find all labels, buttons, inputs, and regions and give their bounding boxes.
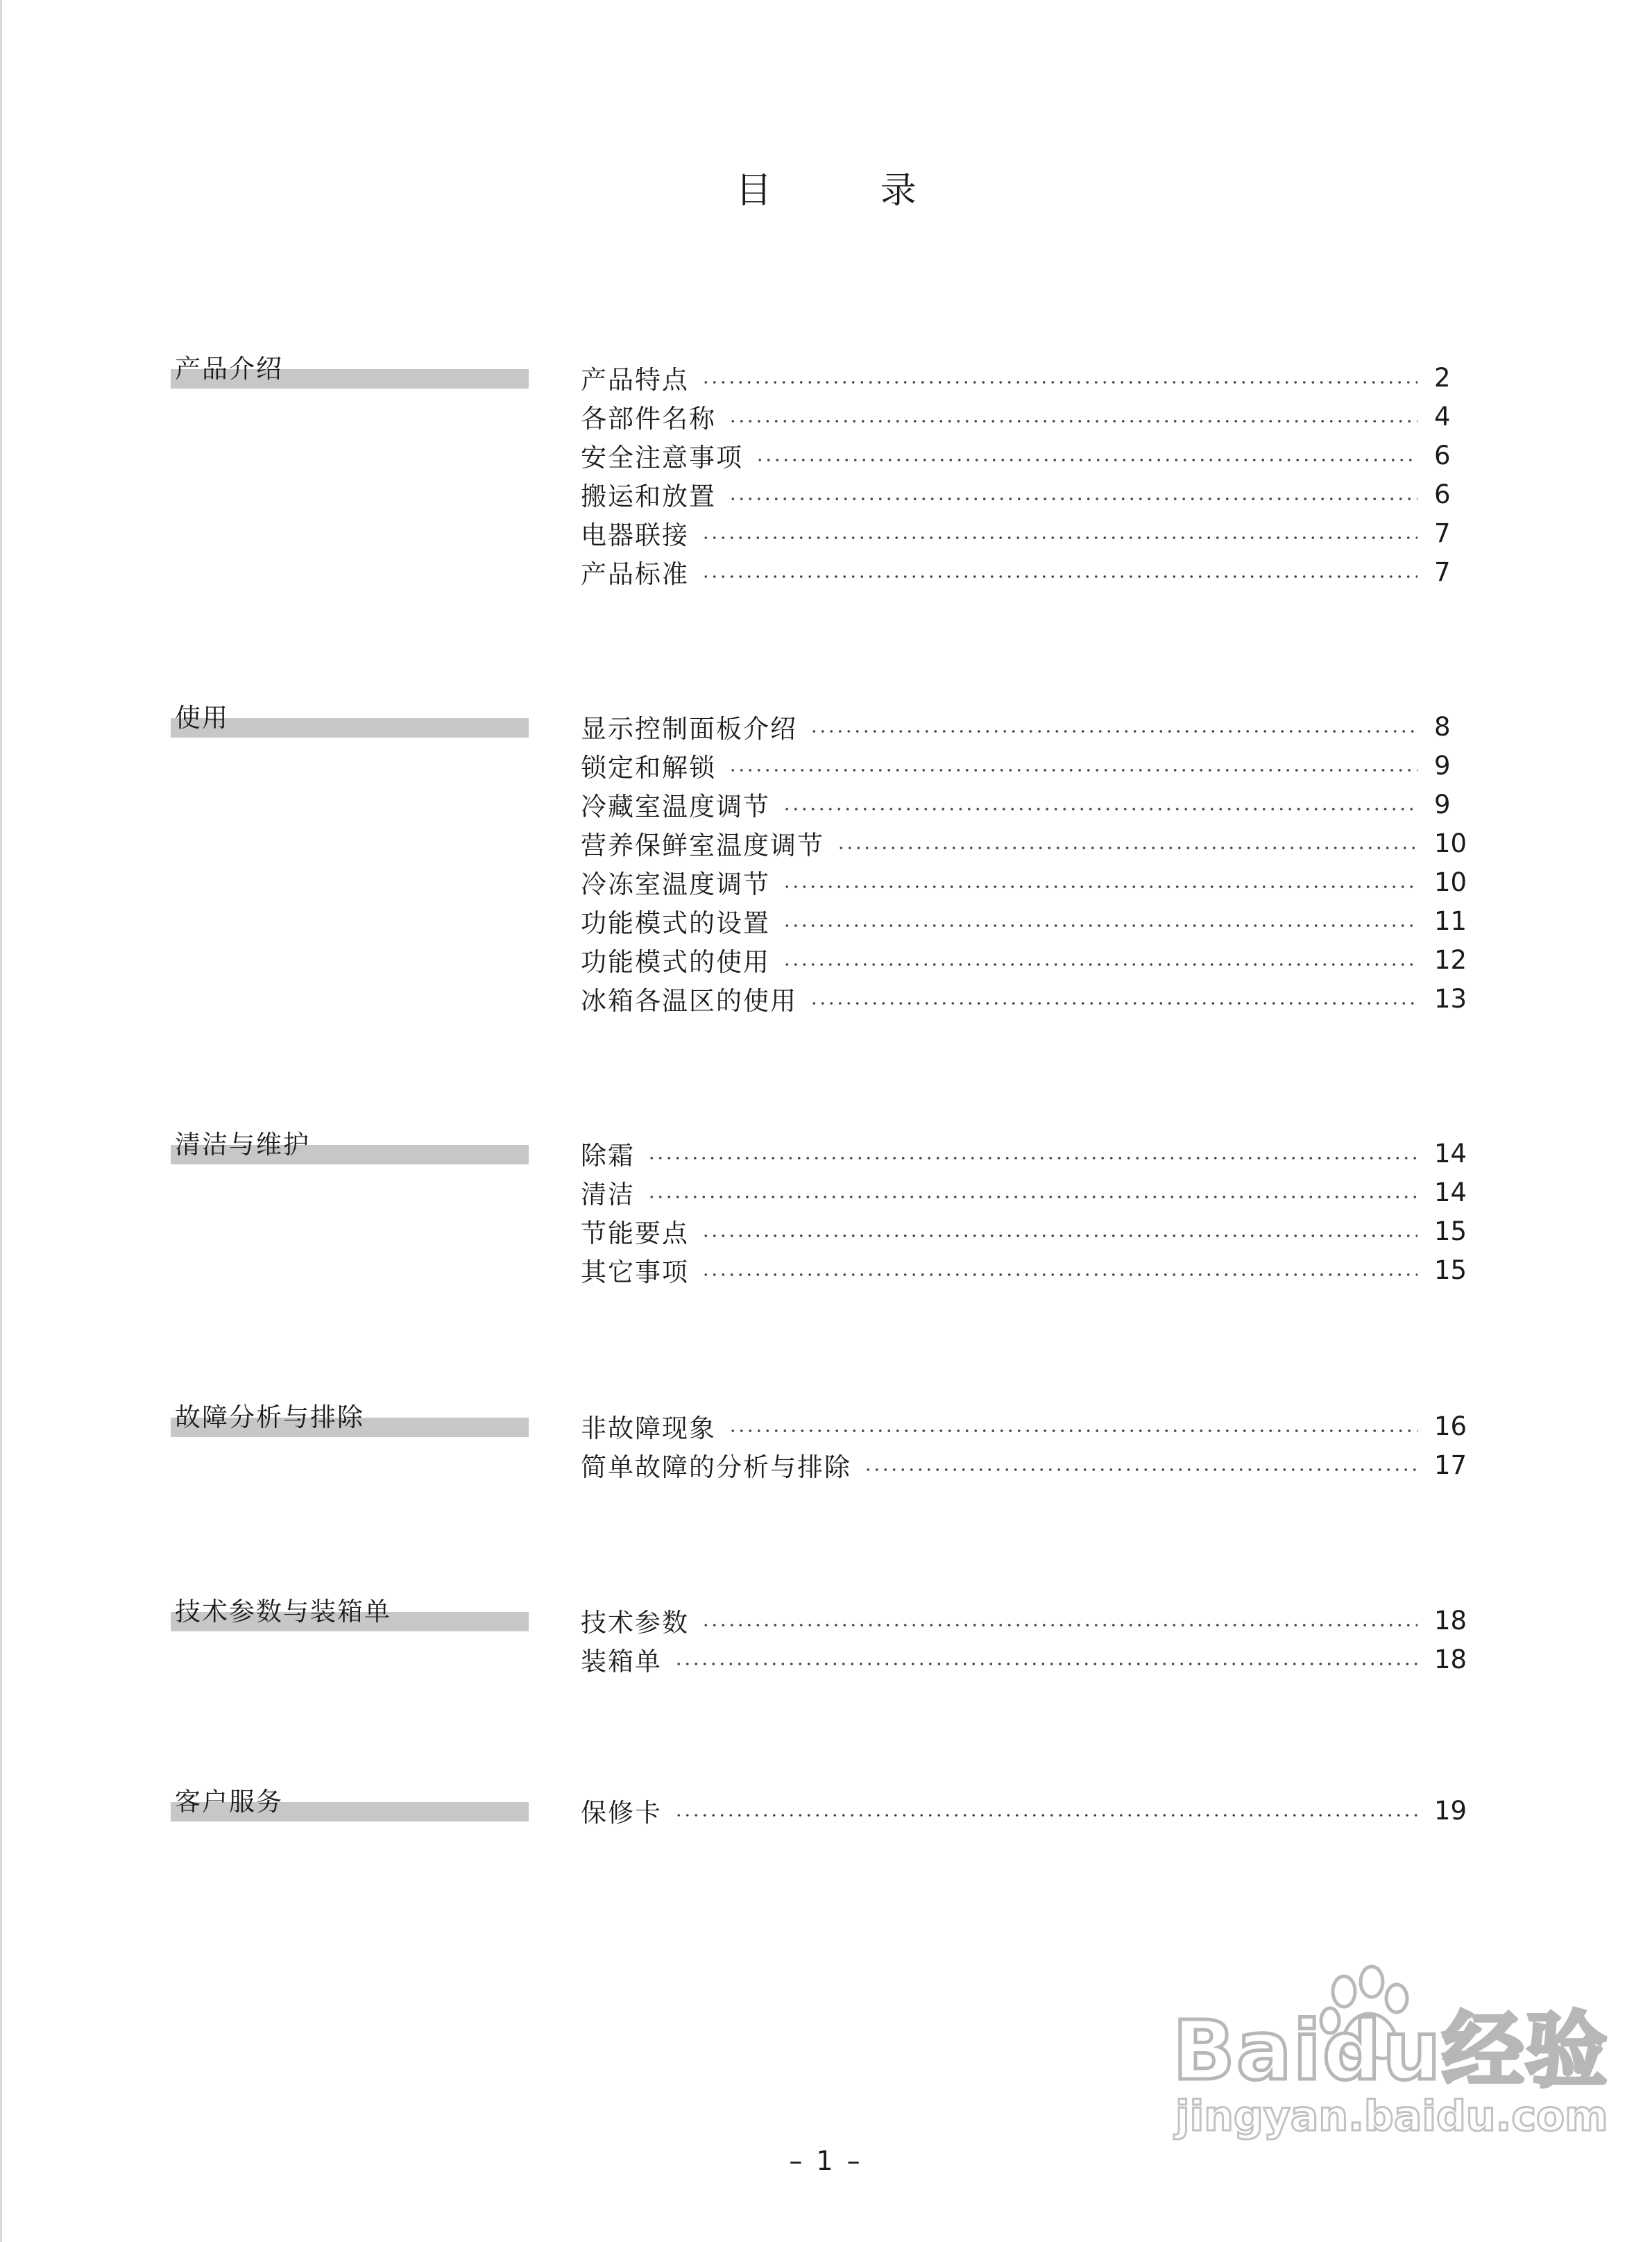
toc-entry[interactable] <box>581 940 1476 979</box>
entry-list <box>581 1134 1476 1289</box>
entry-page-number: 9 <box>1434 789 1451 819</box>
entry-title: 除霜 <box>581 1135 647 1172</box>
watermark-url: jingyan.baidu.com <box>1175 2092 1608 2141</box>
toc-entry[interactable] <box>581 785 1476 824</box>
entry-title: 简单故障的分析与排除 <box>581 1446 864 1484</box>
toc-entry[interactable] <box>581 863 1476 901</box>
entry-page-number: 15 <box>1434 1255 1467 1285</box>
toc-entry[interactable] <box>581 552 1476 591</box>
entry-page-number: 2 <box>1434 362 1451 393</box>
dot-leader <box>756 459 1417 461</box>
entry-title: 冷藏室温度调节 <box>581 785 783 823</box>
page-title: 目 录 <box>735 170 965 212</box>
dot-leader <box>729 498 1417 500</box>
entry-page-number: 18 <box>1434 1644 1467 1674</box>
entry-page-number: 12 <box>1434 944 1467 975</box>
entry-page-number: 11 <box>1434 906 1467 936</box>
dot-leader <box>701 1273 1417 1276</box>
entry-page-number: 8 <box>1434 711 1451 742</box>
toc-entry[interactable] <box>581 1407 1476 1445</box>
entry-page-number: 14 <box>1434 1138 1467 1169</box>
entry-page-number: 10 <box>1434 867 1467 897</box>
entry-list <box>581 707 1476 1018</box>
dot-leader <box>783 924 1417 927</box>
entry-title: 冰箱各温区的使用 <box>581 980 810 1017</box>
entry-list <box>581 1791 1476 1830</box>
entry-title: 清洁 <box>581 1173 647 1211</box>
entry-title: 产品特点 <box>581 359 701 396</box>
entry-title: 其它事项 <box>581 1251 701 1289</box>
entry-page-number: 14 <box>1434 1177 1467 1207</box>
dot-leader <box>783 885 1417 888</box>
entry-list <box>581 1407 1476 1484</box>
entry-page-number: 9 <box>1434 750 1451 781</box>
entry-list <box>581 358 1476 591</box>
page-edge <box>0 0 2 2242</box>
toc-entry[interactable] <box>581 901 1476 940</box>
entry-page-number: 4 <box>1434 401 1451 432</box>
entry-title: 保修卡 <box>581 1792 674 1829</box>
entry-title: 安全注意事项 <box>581 436 756 474</box>
entry-title: 产品标准 <box>581 553 701 591</box>
entry-title: 搬运和放置 <box>581 475 729 513</box>
entry-title: 锁定和解锁 <box>581 747 729 784</box>
entry-title: 营养保鲜室温度调节 <box>581 824 837 862</box>
toc-entry[interactable] <box>581 1640 1476 1679</box>
dot-leader <box>729 769 1417 772</box>
entry-page-number: 10 <box>1434 828 1467 858</box>
entry-list <box>581 1601 1476 1679</box>
entry-title: 技术参数 <box>581 1602 701 1639</box>
dot-leader <box>864 1468 1417 1471</box>
toc-entry[interactable] <box>581 397 1476 436</box>
toc-entry[interactable] <box>581 513 1476 552</box>
toc-entry[interactable] <box>581 1445 1476 1484</box>
entry-page-number: 19 <box>1434 1795 1467 1826</box>
section-header <box>171 1595 529 1650</box>
entry-title: 功能模式的使用 <box>581 941 783 978</box>
entry-page-number: 7 <box>1434 518 1451 548</box>
baidu-watermark <box>1173 1964 1609 2165</box>
dot-leader <box>729 420 1417 423</box>
watermark-brand: Baidu经验 <box>1173 2003 1609 2098</box>
section-label: 客户服务 <box>175 1787 283 1817</box>
toc-entry[interactable] <box>581 1250 1476 1289</box>
toc-entry[interactable] <box>581 1601 1476 1640</box>
section-label: 使用 <box>175 703 229 733</box>
page-number: – 1 – <box>789 2146 863 2176</box>
dot-leader <box>701 536 1417 539</box>
entry-title: 显示控制面板介绍 <box>581 708 810 745</box>
entry-page-number: 6 <box>1434 440 1451 470</box>
entry-page-number: 16 <box>1434 1411 1467 1441</box>
dot-leader <box>647 1157 1417 1160</box>
toc-entry[interactable] <box>581 1173 1476 1212</box>
entry-page-number: 6 <box>1434 479 1451 509</box>
toc-entry[interactable] <box>581 824 1476 863</box>
dot-leader <box>701 575 1417 578</box>
toc-entry[interactable] <box>581 1134 1476 1173</box>
dot-leader <box>837 847 1417 849</box>
dot-leader <box>810 730 1417 733</box>
toc-entry[interactable] <box>581 475 1476 513</box>
toc-entry[interactable] <box>581 746 1476 785</box>
dot-leader <box>701 1234 1417 1237</box>
entry-page-number: 15 <box>1434 1216 1467 1246</box>
section-header <box>171 1785 529 1840</box>
entry-title: 节能要点 <box>581 1212 701 1250</box>
entry-page-number: 7 <box>1434 557 1451 587</box>
toc-entry[interactable] <box>581 436 1476 475</box>
entry-title: 非故障现象 <box>581 1407 729 1445</box>
toc-entry[interactable] <box>581 979 1476 1018</box>
toc-entry[interactable] <box>581 1212 1476 1250</box>
entry-title: 各部件名称 <box>581 398 729 435</box>
entry-title: 冷冻室温度调节 <box>581 863 783 901</box>
dot-leader <box>783 963 1417 966</box>
section-label: 技术参数与装箱单 <box>175 1597 391 1627</box>
entry-page-number: 17 <box>1434 1450 1467 1480</box>
section-header <box>171 1400 529 1456</box>
section-label: 清洁与维护 <box>175 1130 310 1160</box>
dot-leader <box>701 381 1417 384</box>
section-label: 产品介绍 <box>175 354 283 384</box>
dot-leader <box>729 1429 1417 1432</box>
dot-leader <box>701 1624 1417 1627</box>
entry-title: 装箱单 <box>581 1640 674 1678</box>
dot-leader <box>647 1196 1417 1198</box>
dot-leader <box>674 1814 1417 1817</box>
entry-title: 电器联接 <box>581 514 701 552</box>
section-header <box>171 1128 529 1183</box>
entry-title: 功能模式的设置 <box>581 902 783 940</box>
section-label: 故障分析与排除 <box>175 1402 364 1432</box>
toc-entry[interactable] <box>581 707 1476 746</box>
entry-page-number: 13 <box>1434 983 1467 1014</box>
dot-leader <box>674 1663 1417 1665</box>
section-header <box>171 352 529 407</box>
entry-page-number: 18 <box>1434 1605 1467 1636</box>
dot-leader <box>810 1002 1417 1005</box>
dot-leader <box>783 808 1417 810</box>
toc-entry[interactable] <box>581 358 1476 397</box>
section-header <box>171 701 529 756</box>
toc-entry[interactable] <box>581 1791 1476 1830</box>
